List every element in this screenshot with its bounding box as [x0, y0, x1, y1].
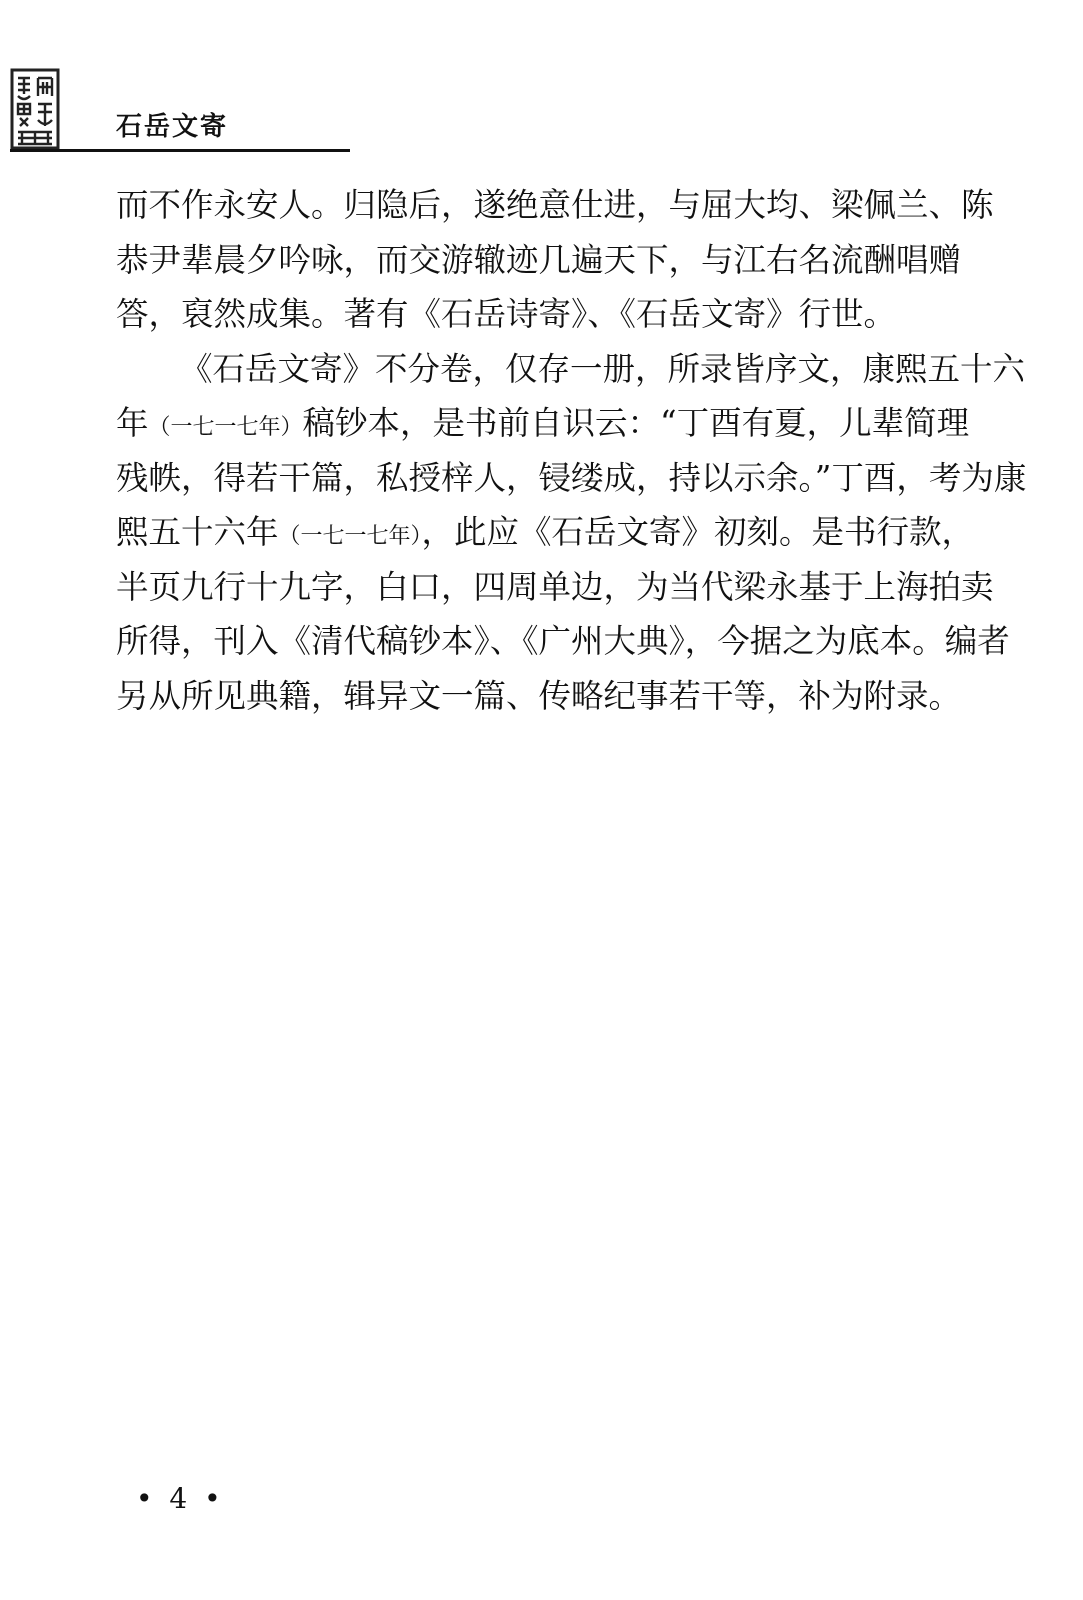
text-line: 另从所见典籍，辑异文一篇、传略纪事若干等，补为附录。: [116, 676, 962, 715]
paragraph-2: [116, 342, 1027, 724]
body-text: [116, 178, 1027, 723]
text-run: 稿钞本，是书前自识云：“丁酉有夏，儿辈简理: [302, 404, 970, 442]
text-line: [116, 396, 970, 451]
text-line: 残帙，得若干篇，私授梓人，锓缕成，持以示余。”丁酉，考为康: [116, 458, 1027, 497]
page-number: • 4 •: [136, 1482, 225, 1515]
paragraph-1: [116, 178, 994, 342]
running-header-title: 石岳文寄: [116, 112, 229, 142]
header-rule: [10, 149, 350, 152]
inline-note: （一七一七年）: [148, 415, 303, 440]
text-line: 而不作永安人。归隐后，遂绝意仕进，与屈大均、梁佩兰、陈: [116, 186, 994, 224]
seal-stamp-icon: [10, 68, 60, 150]
text-line: [116, 505, 975, 560]
inline-note: （一七一七年）: [278, 524, 422, 549]
text-line: 半页九行十九字，白口，四周单边，为当代梁永基于上海拍卖: [116, 567, 994, 606]
text-line: 恭尹辈晨夕吟咏，而交游辙迹几遍天下，与江右名流酬唱赠: [116, 240, 962, 279]
text-line: 答，裒然成集。著有《石岳诗寄》、《石岳文寄》行世。: [116, 295, 897, 333]
text-run: ，此应《石岳文寄》初刻。是书行款，: [421, 513, 975, 551]
text-line: 《石岳文寄》不分卷，仅存一册，所录皆序文，康熙五十六: [180, 349, 1026, 388]
text-line: 所得，刊入《清代稿钞本》、《广州大典》，今据之为底本。编者: [116, 622, 1010, 660]
text-run: 年: [116, 404, 149, 442]
text-run: 熙五十六年: [116, 513, 279, 551]
